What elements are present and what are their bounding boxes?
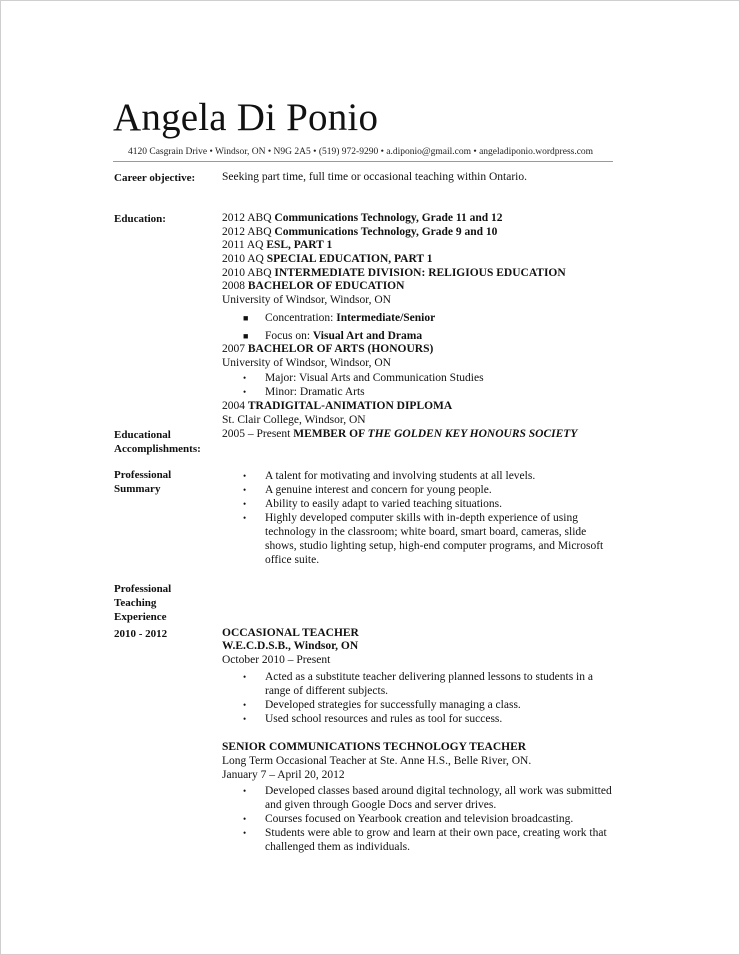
career-objective-text: Seeking part time, full time or occasional teaching within Ontario. — [222, 171, 527, 183]
education-line: 2007 BACHELOR OF ARTS (HONOURS) — [222, 343, 434, 355]
header-divider — [113, 161, 613, 162]
education-school: St. Clair College, Windsor, ON — [222, 414, 366, 426]
list-item: • A genuine interest and concern for young people. — [243, 484, 492, 496]
education-line: 2010 AQ SPECIAL EDUCATION, PART 1 — [222, 253, 433, 265]
summary-bullet-list — [222, 469, 603, 567]
career-objective-label: Career objective: — [114, 172, 196, 184]
job-employer: W.E.C.D.S.B., Windsor, ON — [222, 640, 359, 652]
education-line: 2004 TRADIGITAL-ANIMATION DIPLOMA — [222, 400, 453, 412]
list-item: • Ability to easily adapt to varied teaching situations. — [243, 498, 502, 510]
list-item: • Developed strategies for successfully managing a class. — [243, 699, 521, 711]
list-item: ■ Concentration: Intermediate/Senior — [243, 312, 436, 324]
education-line: 2012 ABQ Communications Technology, Grade 9 and 10 — [222, 226, 498, 238]
education-school: University of Windsor, Windsor, ON — [222, 357, 391, 369]
list-item: • Students were able to grow and learn at their own pace, creating work that challenged them as individuals. — [243, 827, 607, 853]
list-item: • Major: Visual Arts and Communication Studies — [243, 372, 484, 384]
ba-bullet-list — [222, 371, 484, 399]
applicant-name: Angela Di Ponio — [113, 96, 379, 139]
list-item: • A talent for motivating and involving students at all levels. — [243, 470, 536, 482]
summary-label: Professional Summary — [114, 469, 172, 495]
accomplishment-line: 2005 – Present MEMBER OF THE GOLDEN KEY HONOURS SOCIETY — [222, 428, 578, 440]
bed-bullet-list — [222, 311, 435, 343]
job-dates: October 2010 – Present — [222, 654, 331, 666]
job-title: SENIOR COMMUNICATIONS TECHNOLOGY TEACHER — [222, 741, 527, 753]
list-item: • Used school resources and rules as tool for success. — [243, 713, 503, 725]
experience-dates: 2010 - 2012 — [114, 628, 168, 640]
education-line: 2012 ABQ Communications Technology, Grade 11 and 12 — [222, 212, 503, 224]
list-item: • Courses focused on Yearbook creation and television broadcasting. — [243, 813, 574, 825]
list-item: ■ Focus on: Visual Art and Drama — [243, 330, 423, 342]
list-item: • Highly developed computer skills with in-depth experience of using technology in the classroom; white board, smart board, cameras, slide shows, studio lighting setup, high-end computer programs, and Microsoft office suite. — [243, 512, 604, 566]
list-item: • Developed classes based around digital technology, all work was submitted and given through Google Docs and server drives. — [243, 785, 612, 811]
list-item: • Acted as a substitute teacher delivering planned lessons to students in a range of different subjects. — [243, 671, 593, 697]
education-line: 2008 BACHELOR OF EDUCATION — [222, 280, 405, 292]
experience-label: Professional Teaching Experience — [114, 583, 172, 623]
education-line: 2010 ABQ INTERMEDIATE DIVISION: RELIGIOUS EDUCATION — [222, 267, 566, 279]
contact-line: 4120 Casgrain Drive • Windsor, ON • N9G 2A5 • (519) 972-9290 • a.diponio@gmail.com • angeladiponio.wordpress.com — [128, 147, 594, 157]
job1-bullet-list — [222, 670, 593, 726]
job-title: OCCASIONAL TEACHER — [222, 627, 359, 639]
education-line: 2011 AQ ESL, PART 1 — [222, 239, 333, 251]
job2-bullet-list — [222, 784, 612, 854]
list-item: • Minor: Dramatic Arts — [243, 386, 365, 398]
accomplishments-label: Educational Accomplishments: — [114, 429, 201, 455]
education-school: University of Windsor, Windsor, ON — [222, 294, 391, 306]
job-dates: January 7 – April 20, 2012 — [222, 769, 345, 781]
job-employer: Long Term Occasional Teacher at Ste. Anne H.S., Belle River, ON. — [222, 755, 532, 767]
education-label: Education: — [114, 213, 166, 225]
